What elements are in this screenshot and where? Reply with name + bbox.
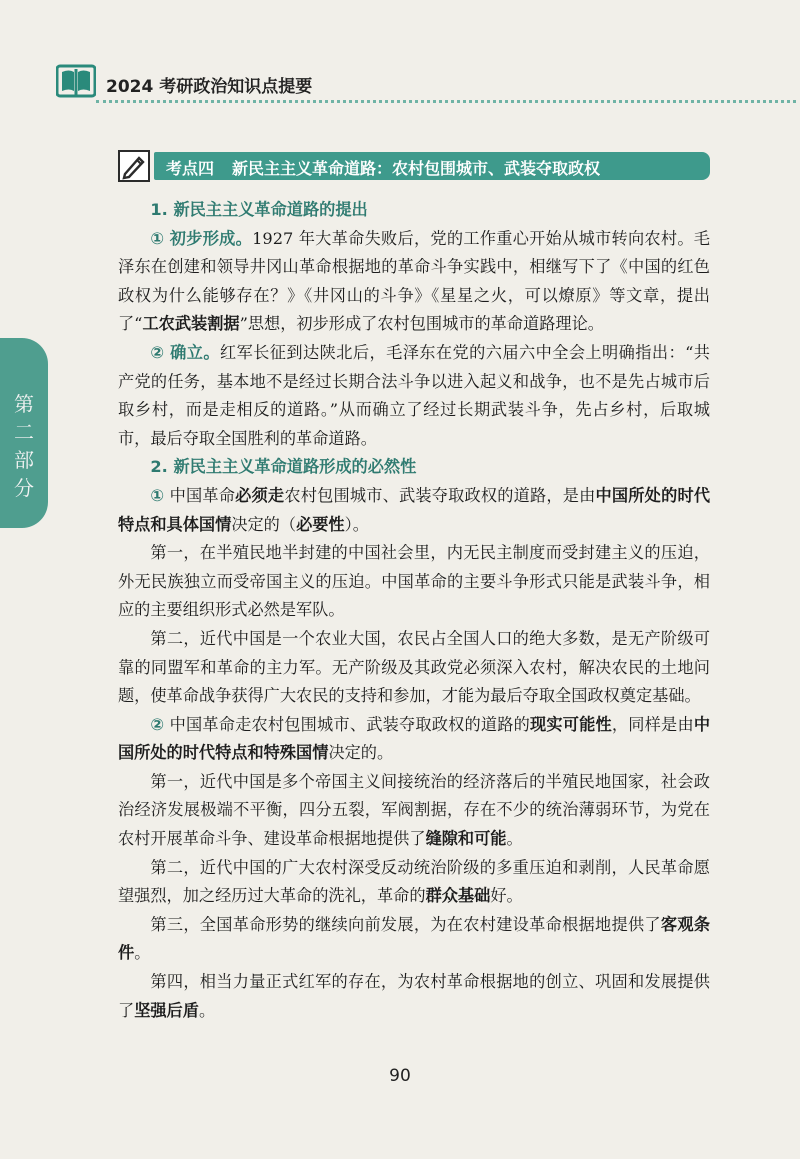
banner-title: 新民主主义革命道路：农村包围城市、武装夺取政权 (232, 159, 601, 178)
paragraph-text: 决定的。 (328, 743, 394, 763)
header-title: 2024 考研政治知识点提要 (106, 77, 313, 97)
paragraph: 第一，在半殖民地半封建的中国社会里，内无民主制度而受封建主义的压迫，外无民族独立而受帝国主义的压迫。中国革命的主要斗争形式只能是武装斗争，相应的主要组织形式必然是军队。 (118, 543, 710, 620)
bold-term: 群众基础 (425, 886, 491, 906)
bold-term: 客观条件 (118, 914, 711, 963)
paragraph-text: ）。 (344, 514, 369, 534)
banner-bar (154, 152, 710, 180)
header-dotted-rule (96, 100, 796, 103)
pencil-icon-box (118, 150, 150, 182)
paragraph-text: 。 (198, 1000, 216, 1020)
part-side-tab (0, 338, 48, 528)
paragraph-text: ”思想，初步形成了农村包围城市的革命道路理论。 (239, 314, 604, 334)
section-heading: 2. 新民主主义革命道路形成的必然性 (150, 457, 417, 477)
banner-label: 考点四 (166, 159, 215, 178)
paragraph-text: 第四，相当力量正式红军的存在，为农村革命根据地的创立、巩固和发展提供了 (118, 972, 710, 1020)
paragraph-text: 。 (134, 943, 151, 963)
paragraph-text: 第二，近代中国的广大农村深受反动统治阶级的多重压迫和剥削，人民革命愿望强烈，加之经历过大革命的洗礼，革命的 (118, 857, 710, 906)
bold-term: 工农武装割据 (142, 314, 240, 334)
bold-term: 缝隙和可能 (425, 829, 507, 849)
paragraph (118, 911, 710, 968)
section-heading: 1. 新民主主义革命道路的提出 (150, 200, 368, 219)
paragraph-text: 第三，全国革命形势的继续向前发展，为在农村建设革命根据地提供了 (150, 914, 661, 934)
running-header (56, 62, 796, 102)
paragraph-text: 第一，近代中国是多个帝国主义间接统治的经济落后的半殖民地国家，社会政治经济发展极端不平衡，四分五裂，军阀割据，存在不少的统治薄弱环节，为党在农村开展革命斗争、建设革命根据地提供了 (118, 771, 710, 849)
paragraph-text: 中国革命走农村包围城市、武装夺取政权的道路的 (169, 714, 531, 734)
circled-number: ② (150, 342, 165, 362)
paragraph (118, 225, 710, 339)
paragraph-lead: 确立。 (170, 342, 220, 362)
bold-term: 现实可能性 (530, 714, 612, 734)
side-tab-label: 第二部分 (14, 392, 34, 500)
paragraph-text: 农村包围城市、武装夺取政权的道路，是由 (284, 485, 596, 505)
main-content (118, 196, 710, 1025)
open-book-icon (56, 62, 96, 98)
paragraph (118, 482, 710, 539)
paragraph-text: 1927 年大革命失败后，党的工作重心开始从城市转向农村。毛泽东在创建和领导井冈山革命根据地的革命斗争实践中，相继写下了《中国的红色政权为什么能够存在？》《井冈山的斗争》《星星之火，可以燎原》等文章，提出了“ (118, 228, 710, 334)
paragraph-text: 红军长征到达陕北后，毛泽东在党的六届六中全会上明确指出：“共产党的任务，基本地不是经过长期合法斗争以进入起义和战争，也不是先占城市后取乡村，而是走相反的道路。”从而确立了经过长期武装斗争，先占乡村，后取城市，最后夺取全国胜利的革命道路。 (118, 342, 710, 448)
paragraph (118, 854, 710, 911)
bold-term: 必须走 (235, 485, 285, 505)
paragraph (118, 768, 710, 854)
bold-term: 中国所处的时代特点和特殊国情 (118, 714, 711, 763)
paragraph-text: 中国革命 (169, 485, 236, 505)
paragraph-text: 好。 (490, 886, 523, 906)
paragraph-text: 决定的（ (231, 514, 297, 534)
bold-term: 中国所处的时代特点和具体国情 (118, 485, 711, 534)
circled-number: ① (150, 228, 165, 248)
circled-number: ① (150, 485, 165, 505)
paragraph: 第二，近代中国是一个农业大国，农民占全国人口的绝大多数，是无产阶级可靠的同盟军和革命的主力军。无产阶级及其政党必须深入农村，解决农民的土地问题，使革命战争获得广大农民的支持和参加，才能为最后夺取全国政权奠定基础。 (118, 628, 710, 706)
paragraph-text: 。 (506, 829, 523, 849)
section-banner (118, 150, 710, 182)
paragraph-text: ，同样是由 (611, 714, 694, 734)
pencil-icon (120, 152, 148, 180)
paragraph (118, 711, 710, 768)
paragraph (118, 339, 710, 453)
banner-text (166, 156, 600, 179)
circled-number: ② (150, 714, 165, 734)
page-number: 90 (389, 1066, 411, 1086)
bold-term: 必要性 (296, 514, 345, 534)
paragraph-lead: 初步形成。 (169, 228, 253, 248)
bold-term: 坚强后盾 (134, 1000, 199, 1020)
paragraph (118, 968, 710, 1025)
